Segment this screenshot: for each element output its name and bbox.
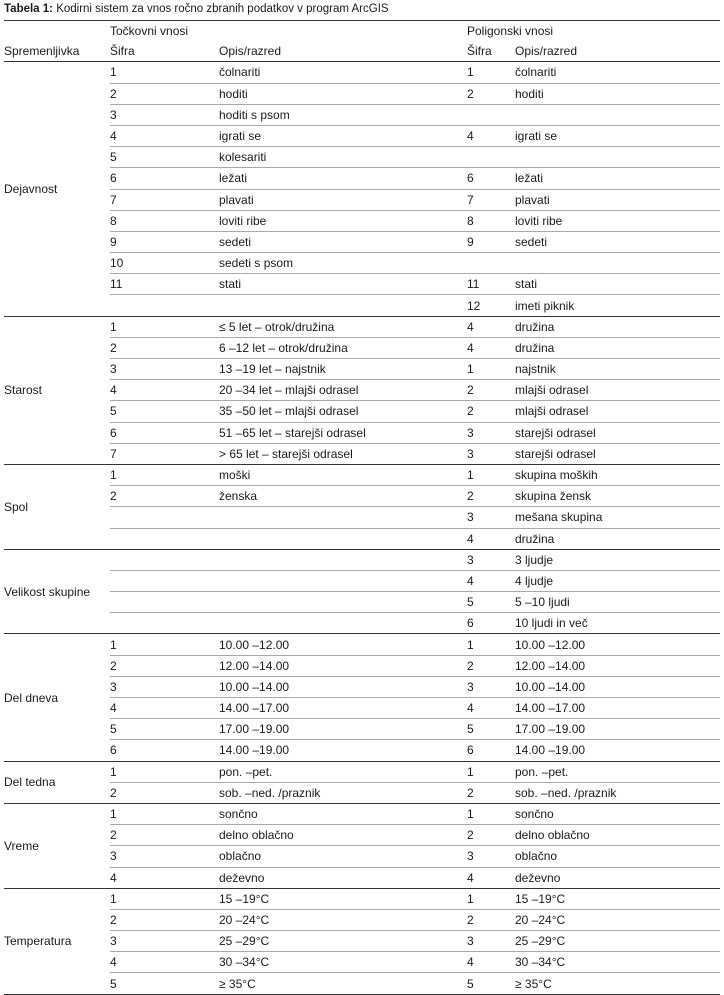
point-description: 12.00 –14.00: [219, 655, 467, 676]
point-description: moški: [219, 464, 467, 485]
point-code: 5: [110, 973, 219, 994]
point-description: > 65 let – starejši odrasel: [219, 443, 467, 464]
polygon-code: [467, 147, 515, 168]
point-description: sob. –ned. /praznik: [219, 782, 467, 803]
point-code: 5: [110, 147, 219, 168]
point-code: [110, 613, 219, 634]
header-variable: Spremenljivka: [4, 41, 110, 62]
polygon-description: ležati: [515, 168, 720, 189]
table-row: [4, 125, 720, 146]
polygon-code: 1: [467, 888, 515, 909]
header-description: Opis/razred: [219, 41, 467, 62]
point-code: [110, 507, 219, 528]
polygon-description: 17.00 –19.00: [515, 719, 720, 740]
polygon-description: najstnik: [515, 359, 720, 380]
table-row: [4, 253, 720, 274]
point-description: 20 –34 let – mlajši odrasel: [219, 380, 467, 401]
table-row: [4, 168, 720, 189]
point-description: 15 –19°C: [219, 888, 467, 909]
polygon-code: 3: [467, 846, 515, 867]
point-description: 35 –50 let – mlajši odrasel: [219, 401, 467, 422]
polygon-description: igrati se: [515, 125, 720, 146]
point-code: 4: [110, 698, 219, 719]
point-code: 1: [110, 761, 219, 782]
polygon-code: 6: [467, 168, 515, 189]
table-row: [4, 231, 720, 252]
point-description: [219, 592, 467, 613]
polygon-description: 10.00 –14.00: [515, 676, 720, 697]
point-code: 1: [110, 62, 219, 83]
point-code: 7: [110, 443, 219, 464]
polygon-description: 20 –24°C: [515, 909, 720, 930]
point-code: [110, 528, 219, 549]
polygon-code: 1: [467, 761, 515, 782]
table-row: [4, 549, 720, 570]
polygon-description: [515, 104, 720, 125]
table-row: [4, 570, 720, 591]
polygon-code: 2: [467, 909, 515, 930]
polygon-description: 10 ljudi in več: [515, 613, 720, 634]
table-row: [4, 443, 720, 464]
polygon-code: 1: [467, 62, 515, 83]
table-row: [4, 147, 720, 168]
polygon-description: mešana skupina: [515, 507, 720, 528]
table-row: [4, 655, 720, 676]
point-description: pon. –pet.: [219, 761, 467, 782]
header-description-polygon: Opis/razred: [515, 41, 720, 62]
table-row: [4, 295, 720, 316]
polygon-code: 2: [467, 380, 515, 401]
table-row: [4, 274, 720, 295]
point-description: 10.00 –14.00: [219, 676, 467, 697]
point-code: [110, 570, 219, 591]
point-description: stati: [219, 274, 467, 295]
point-description: loviti ribe: [219, 210, 467, 231]
table-row: [4, 931, 720, 952]
point-description: [219, 549, 467, 570]
coding-table: [4, 20, 720, 995]
polygon-code: 11: [467, 274, 515, 295]
variable-name: Starost: [4, 316, 110, 464]
table-row: [4, 422, 720, 443]
point-code: 2: [110, 337, 219, 358]
point-code: 3: [110, 676, 219, 697]
polygon-code: [467, 104, 515, 125]
header-code-polygon: Šifra: [467, 41, 515, 62]
polygon-code: 4: [467, 125, 515, 146]
point-code: 4: [110, 952, 219, 973]
polygon-description: mlajši odrasel: [515, 380, 720, 401]
polygon-description: 10.00 –12.00: [515, 634, 720, 655]
variable-name: Del dneva: [4, 634, 110, 761]
table-caption: [4, 3, 389, 15]
table-row: [4, 634, 720, 655]
point-code: [110, 549, 219, 570]
polygon-code: 3: [467, 931, 515, 952]
polygon-code: 12: [467, 295, 515, 316]
polygon-code: 4: [467, 528, 515, 549]
point-description: [219, 570, 467, 591]
point-description: ležati: [219, 168, 467, 189]
caption-text: Kodirni sistem za vnos ročno zbranih podatkov v program ArcGIS: [53, 3, 389, 15]
polygon-description: starejši odrasel: [515, 443, 720, 464]
point-description: sedeti s psom: [219, 253, 467, 274]
variable-name: Velikost skupine: [4, 549, 110, 634]
polygon-code: [467, 253, 515, 274]
polygon-code: 1: [467, 634, 515, 655]
table-row: [4, 740, 720, 761]
point-code: 5: [110, 719, 219, 740]
polygon-description: 5 –10 ljudi: [515, 592, 720, 613]
polygon-code: 2: [467, 486, 515, 507]
polygon-description: družina: [515, 316, 720, 337]
polygon-code: 2: [467, 782, 515, 803]
table-row: [4, 719, 720, 740]
table-row: [4, 189, 720, 210]
polygon-code: 1: [467, 803, 515, 824]
table-row: [4, 401, 720, 422]
polygon-code: 5: [467, 592, 515, 613]
polygon-description: 14.00 –19.00: [515, 740, 720, 761]
table-row: [4, 359, 720, 380]
point-code: 2: [110, 909, 219, 930]
polygon-code: 3: [467, 422, 515, 443]
polygon-code: 4: [467, 867, 515, 888]
table-row: [4, 83, 720, 104]
point-description: 10.00 –12.00: [219, 634, 467, 655]
header-point-entries: Točkovni vnosi: [110, 21, 467, 42]
point-code: 11: [110, 274, 219, 295]
table-row: [4, 782, 720, 803]
polygon-code: 4: [467, 337, 515, 358]
point-description: 17.00 –19.00: [219, 719, 467, 740]
polygon-description: ≥ 35°C: [515, 973, 720, 994]
header-row-groups: [4, 21, 720, 42]
point-description: čolnariti: [219, 62, 467, 83]
point-code: 8: [110, 210, 219, 231]
table-row: [4, 973, 720, 994]
point-code: 5: [110, 401, 219, 422]
header-polygon-entries: Poligonski vnosi: [467, 21, 720, 42]
polygon-description: skupina žensk: [515, 486, 720, 507]
point-code: 9: [110, 231, 219, 252]
table-row: [4, 316, 720, 337]
polygon-code: 1: [467, 359, 515, 380]
point-description: [219, 613, 467, 634]
point-description: sončno: [219, 803, 467, 824]
polygon-description: stati: [515, 274, 720, 295]
table-row: [4, 952, 720, 973]
point-code: 3: [110, 931, 219, 952]
table-body: [4, 62, 720, 994]
polygon-description: [515, 147, 720, 168]
polygon-description: 3 ljudje: [515, 549, 720, 570]
header-code: Šifra: [110, 41, 219, 62]
point-code: 1: [110, 464, 219, 485]
polygon-code: 2: [467, 401, 515, 422]
point-description: hoditi: [219, 83, 467, 104]
point-code: 4: [110, 867, 219, 888]
polygon-code: 2: [467, 655, 515, 676]
point-code: 4: [110, 125, 219, 146]
point-description: [219, 528, 467, 549]
polygon-description: sončno: [515, 803, 720, 824]
polygon-description: loviti ribe: [515, 210, 720, 231]
table-row: [4, 337, 720, 358]
point-description: delno oblačno: [219, 825, 467, 846]
polygon-code: 9: [467, 231, 515, 252]
point-code: 2: [110, 83, 219, 104]
point-code: 7: [110, 189, 219, 210]
table-row: [4, 507, 720, 528]
point-description: deževno: [219, 867, 467, 888]
polygon-code: 3: [467, 443, 515, 464]
table-row: [4, 676, 720, 697]
point-description: kolesariti: [219, 147, 467, 168]
polygon-description: sob. –ned. /praznik: [515, 782, 720, 803]
table-row: [4, 486, 720, 507]
polygon-description: delno oblačno: [515, 825, 720, 846]
polygon-description: starejši odrasel: [515, 422, 720, 443]
caption-label: Tabela 1:: [4, 3, 53, 15]
table-row: [4, 592, 720, 613]
polygon-description: pon. –pet.: [515, 761, 720, 782]
point-description: 51 –65 let – starejši odrasel: [219, 422, 467, 443]
point-code: 2: [110, 782, 219, 803]
polygon-code: 6: [467, 740, 515, 761]
polygon-description: 15 –19°C: [515, 888, 720, 909]
header-row-columns: [4, 41, 720, 62]
table-row: [4, 62, 720, 83]
table-row: [4, 380, 720, 401]
point-code: 10: [110, 253, 219, 274]
table-row: [4, 698, 720, 719]
point-code: 1: [110, 888, 219, 909]
polygon-description: 12.00 –14.00: [515, 655, 720, 676]
point-code: 6: [110, 422, 219, 443]
point-description: ženska: [219, 486, 467, 507]
table-row: [4, 803, 720, 824]
table-row: [4, 613, 720, 634]
point-description: sedeti: [219, 231, 467, 252]
point-description: [219, 507, 467, 528]
polygon-description: 4 ljudje: [515, 570, 720, 591]
variable-name: Spol: [4, 464, 110, 549]
point-description: ≤ 5 let – otrok/družina: [219, 316, 467, 337]
polygon-description: družina: [515, 337, 720, 358]
polygon-description: skupina moških: [515, 464, 720, 485]
point-description: 25 –29°C: [219, 931, 467, 952]
header-empty: [4, 21, 110, 42]
polygon-code: 5: [467, 719, 515, 740]
table-row: [4, 867, 720, 888]
table-row: [4, 909, 720, 930]
point-description: 13 –19 let – najstnik: [219, 359, 467, 380]
polygon-description: mlajši odrasel: [515, 401, 720, 422]
point-code: 1: [110, 634, 219, 655]
point-code: 1: [110, 803, 219, 824]
point-code: 2: [110, 486, 219, 507]
polygon-description: plavati: [515, 189, 720, 210]
variable-name: Temperatura: [4, 888, 110, 994]
point-code: 6: [110, 168, 219, 189]
point-description: 20 –24°C: [219, 909, 467, 930]
point-description: plavati: [219, 189, 467, 210]
table-row: [4, 888, 720, 909]
point-description: 14.00 –19.00: [219, 740, 467, 761]
polygon-code: 1: [467, 464, 515, 485]
point-code: [110, 295, 219, 316]
point-description: oblačno: [219, 846, 467, 867]
table-row: [4, 464, 720, 485]
polygon-code: 3: [467, 676, 515, 697]
point-code: 6: [110, 740, 219, 761]
table-row: [4, 846, 720, 867]
variable-name: Del tedna: [4, 761, 110, 803]
polygon-description: oblačno: [515, 846, 720, 867]
polygon-code: 7: [467, 189, 515, 210]
point-code: 4: [110, 380, 219, 401]
polygon-description: čolnariti: [515, 62, 720, 83]
table-row: [4, 761, 720, 782]
point-code: 2: [110, 655, 219, 676]
point-description: hoditi s psom: [219, 104, 467, 125]
point-code: 2: [110, 825, 219, 846]
point-code: 1: [110, 316, 219, 337]
polygon-description: sedeti: [515, 231, 720, 252]
polygon-code: 3: [467, 507, 515, 528]
polygon-code: 2: [467, 83, 515, 104]
polygon-code: 4: [467, 952, 515, 973]
table-row: [4, 825, 720, 846]
variable-name: Dejavnost: [4, 62, 110, 316]
polygon-code: 4: [467, 570, 515, 591]
point-code: 3: [110, 846, 219, 867]
point-code: [110, 592, 219, 613]
polygon-code: 5: [467, 973, 515, 994]
point-description: 30 –34°C: [219, 952, 467, 973]
polygon-code: 4: [467, 698, 515, 719]
polygon-description: družina: [515, 528, 720, 549]
polygon-code: 2: [467, 825, 515, 846]
point-description: [219, 295, 467, 316]
polygon-description: 30 –34°C: [515, 952, 720, 973]
variable-name: Vreme: [4, 803, 110, 888]
polygon-description: 14.00 –17.00: [515, 698, 720, 719]
polygon-description: deževno: [515, 867, 720, 888]
polygon-code: 4: [467, 316, 515, 337]
polygon-code: 3: [467, 549, 515, 570]
polygon-description: imeti piknik: [515, 295, 720, 316]
point-description: igrati se: [219, 125, 467, 146]
point-code: 3: [110, 359, 219, 380]
table-row: [4, 104, 720, 125]
point-description: 6 –12 let – otrok/družina: [219, 337, 467, 358]
polygon-description: hoditi: [515, 83, 720, 104]
table-row: [4, 528, 720, 549]
point-code: 3: [110, 104, 219, 125]
polygon-description: [515, 253, 720, 274]
table-row: [4, 210, 720, 231]
point-description: 14.00 –17.00: [219, 698, 467, 719]
polygon-description: 25 –29°C: [515, 931, 720, 952]
polygon-code: 6: [467, 613, 515, 634]
polygon-code: 8: [467, 210, 515, 231]
point-description: ≥ 35°C: [219, 973, 467, 994]
